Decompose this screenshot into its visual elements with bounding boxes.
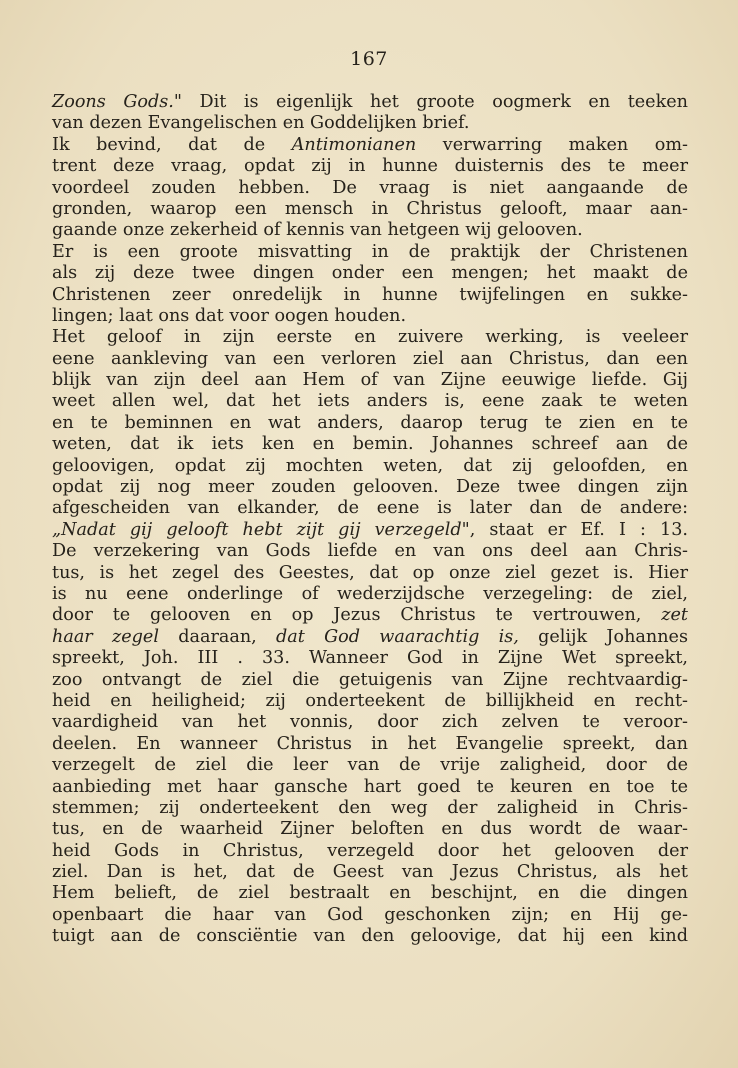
text-line [52,135,688,156]
text-segment: gaande onze zekerheid of kennis van hetgeen wij gelooven. [52,220,583,241]
text-segment: Er is een groote misvatting in de praktijk der Christenen [52,241,688,262]
text-segment: tuigt aan de consciëntie van den geloovige, dat hij een kind [52,926,688,947]
text-segment: daaraan, [158,626,277,647]
text-segment: Het geloof in zijn eerste en zuivere werking, is veeleer [52,327,688,348]
text-segment: deelen. En wanneer Christus in het Evangelie spreekt, dan [52,733,688,754]
text-line [52,156,688,177]
text-segment: gelijk Johannes [518,626,688,647]
text-line [52,220,688,241]
text-line [52,306,688,327]
text-line [52,349,688,370]
page-number: 167 [350,48,388,70]
italic-phrase: Antimonianen [291,134,417,155]
italic-phrase: haar zegel [52,626,159,647]
text-line [52,92,688,113]
text-segment: Christenen zeer onredelijk in hunne twijfelingen en sukke- [52,284,688,305]
text-line [52,370,688,391]
text-line [52,841,688,862]
text-line [52,477,688,498]
text-line [52,883,688,904]
text-line [52,413,688,434]
text-line [52,285,688,306]
text-segment: openbaart die haar van God geschonken zijn; en Hij ge- [52,904,688,925]
text-segment: zoo ontvangt de ziel die getuigenis van Zijne rechtvaardig- [52,669,688,690]
text-segment: is nu eene onderlinge of wederzijdsche verzegeling: de ziel, [52,583,688,604]
text-segment: tus, en de waarheid Zijner beloften en dus wordt de waar- [52,819,688,840]
text-segment: opdat zij nog meer zouden gelooven. Deze twee dingen zijn [52,477,688,498]
text-line [52,712,688,733]
text-segment: eene aankleving van een verloren ziel aan Christus, dan een [52,348,688,369]
italic-phrase: dat God waarachtig is, [276,626,519,647]
text-segment: , staat er Ef. I : 13. [469,519,688,540]
text-segment: lingen; laat ons dat voor oogen houden. [52,305,407,326]
text-line [52,113,688,134]
text-line [52,798,688,819]
text-segment: Hem belieft, de ziel bestraalt en beschijnt, en die dingen [52,883,688,904]
text-line [52,691,688,712]
text-segment: aanbieding met haar gansche hart goed te keuren en toe te [52,776,688,797]
text-line [52,199,688,220]
text-line [52,755,688,776]
text-segment: blijk van zijn deel aan Hem of van Zijne eeuwige liefde. Gij [52,370,688,391]
text-segment: heid en heiligheid; zij onderteekent de billijkheid en recht- [52,690,688,711]
text-segment: weet allen wel, dat het iets anders is, eene zaak te weten [52,391,688,412]
text-segment: tus, is het zegel des Geestes, dat op onze ziel gezet is. Hier [52,562,688,583]
text-segment: ziel. Dan is het, dat de Geest van Jezus Christus, als het [52,862,688,883]
text-line [52,584,688,605]
text-segment: gronden, waarop een mensch in Christus gelooft, maar aan- [52,198,688,219]
text-segment: Ik bevind, dat de [52,134,292,155]
text-segment: voordeel zouden hebben. De vraag is niet aangaande de [52,177,688,198]
text-line [52,563,688,584]
text-segment: weten, dat ik iets ken en bemin. Johannes schreef aan de [52,434,688,455]
text-segment: trent deze vraag, opdat zij in hunne duisternis des te meer [52,156,688,177]
text-segment: door te gelooven en op Jezus Christus te vertrouwen, [52,605,662,626]
text-line [52,777,688,798]
body-text [52,92,688,948]
text-line [52,391,688,412]
text-line [52,520,688,541]
text-line [52,926,688,947]
text-segment: spreekt, Joh. III . 33. Wanneer God in Zijne Wet spreekt, [52,648,688,669]
text-line [52,456,688,477]
text-line [52,648,688,669]
text-segment: en te beminnen en wat anders, daarop terug te zien en te [52,412,688,433]
text-segment: heid Gods in Christus, verzegeld door het gelooven der [52,840,688,861]
text-segment: verwarring maken om- [416,134,688,155]
text-line [52,498,688,519]
text-segment: stemmen; zij onderteekent den weg der zaligheid in Chris- [52,797,688,818]
text-line [52,819,688,840]
text-line [52,178,688,199]
text-line [52,734,688,755]
text-segment: vaardigheid van het vonnis, door zich zelven te veroor- [52,712,688,733]
text-line [52,263,688,284]
text-line [52,541,688,562]
text-line [52,327,688,348]
text-segment: geloovigen, opdat zij mochten weten, dat zij geloofden, en [52,455,688,476]
text-segment: afgescheiden van elkander, de eene is later dan de andere: [52,498,688,519]
italic-phrase: zet [661,605,688,626]
text-segment: van dezen Evangelischen en Goddelijken brief. [52,113,470,134]
text-segment: Dit is eigenlijk het groote oogmerk en teeken [181,92,688,112]
text-segment: verzegelt de ziel die leer van de vrije zaligheid, door de [52,755,688,776]
italic-phrase: „Nadat gij gelooft hebt zijt gij verzegeld" [52,519,470,540]
text-line [52,242,688,263]
text-segment: als zij deze twee dingen onder een mengen; het maakt de [52,263,688,284]
italic-phrase: Zoons Gods." [52,92,182,112]
text-line [52,627,688,648]
text-line [52,905,688,926]
text-line [52,605,688,626]
text-segment: De verzekering van Gods liefde en van ons deel aan Chris- [52,541,688,562]
text-line [52,862,688,883]
text-line [52,434,688,455]
text-line [52,670,688,691]
